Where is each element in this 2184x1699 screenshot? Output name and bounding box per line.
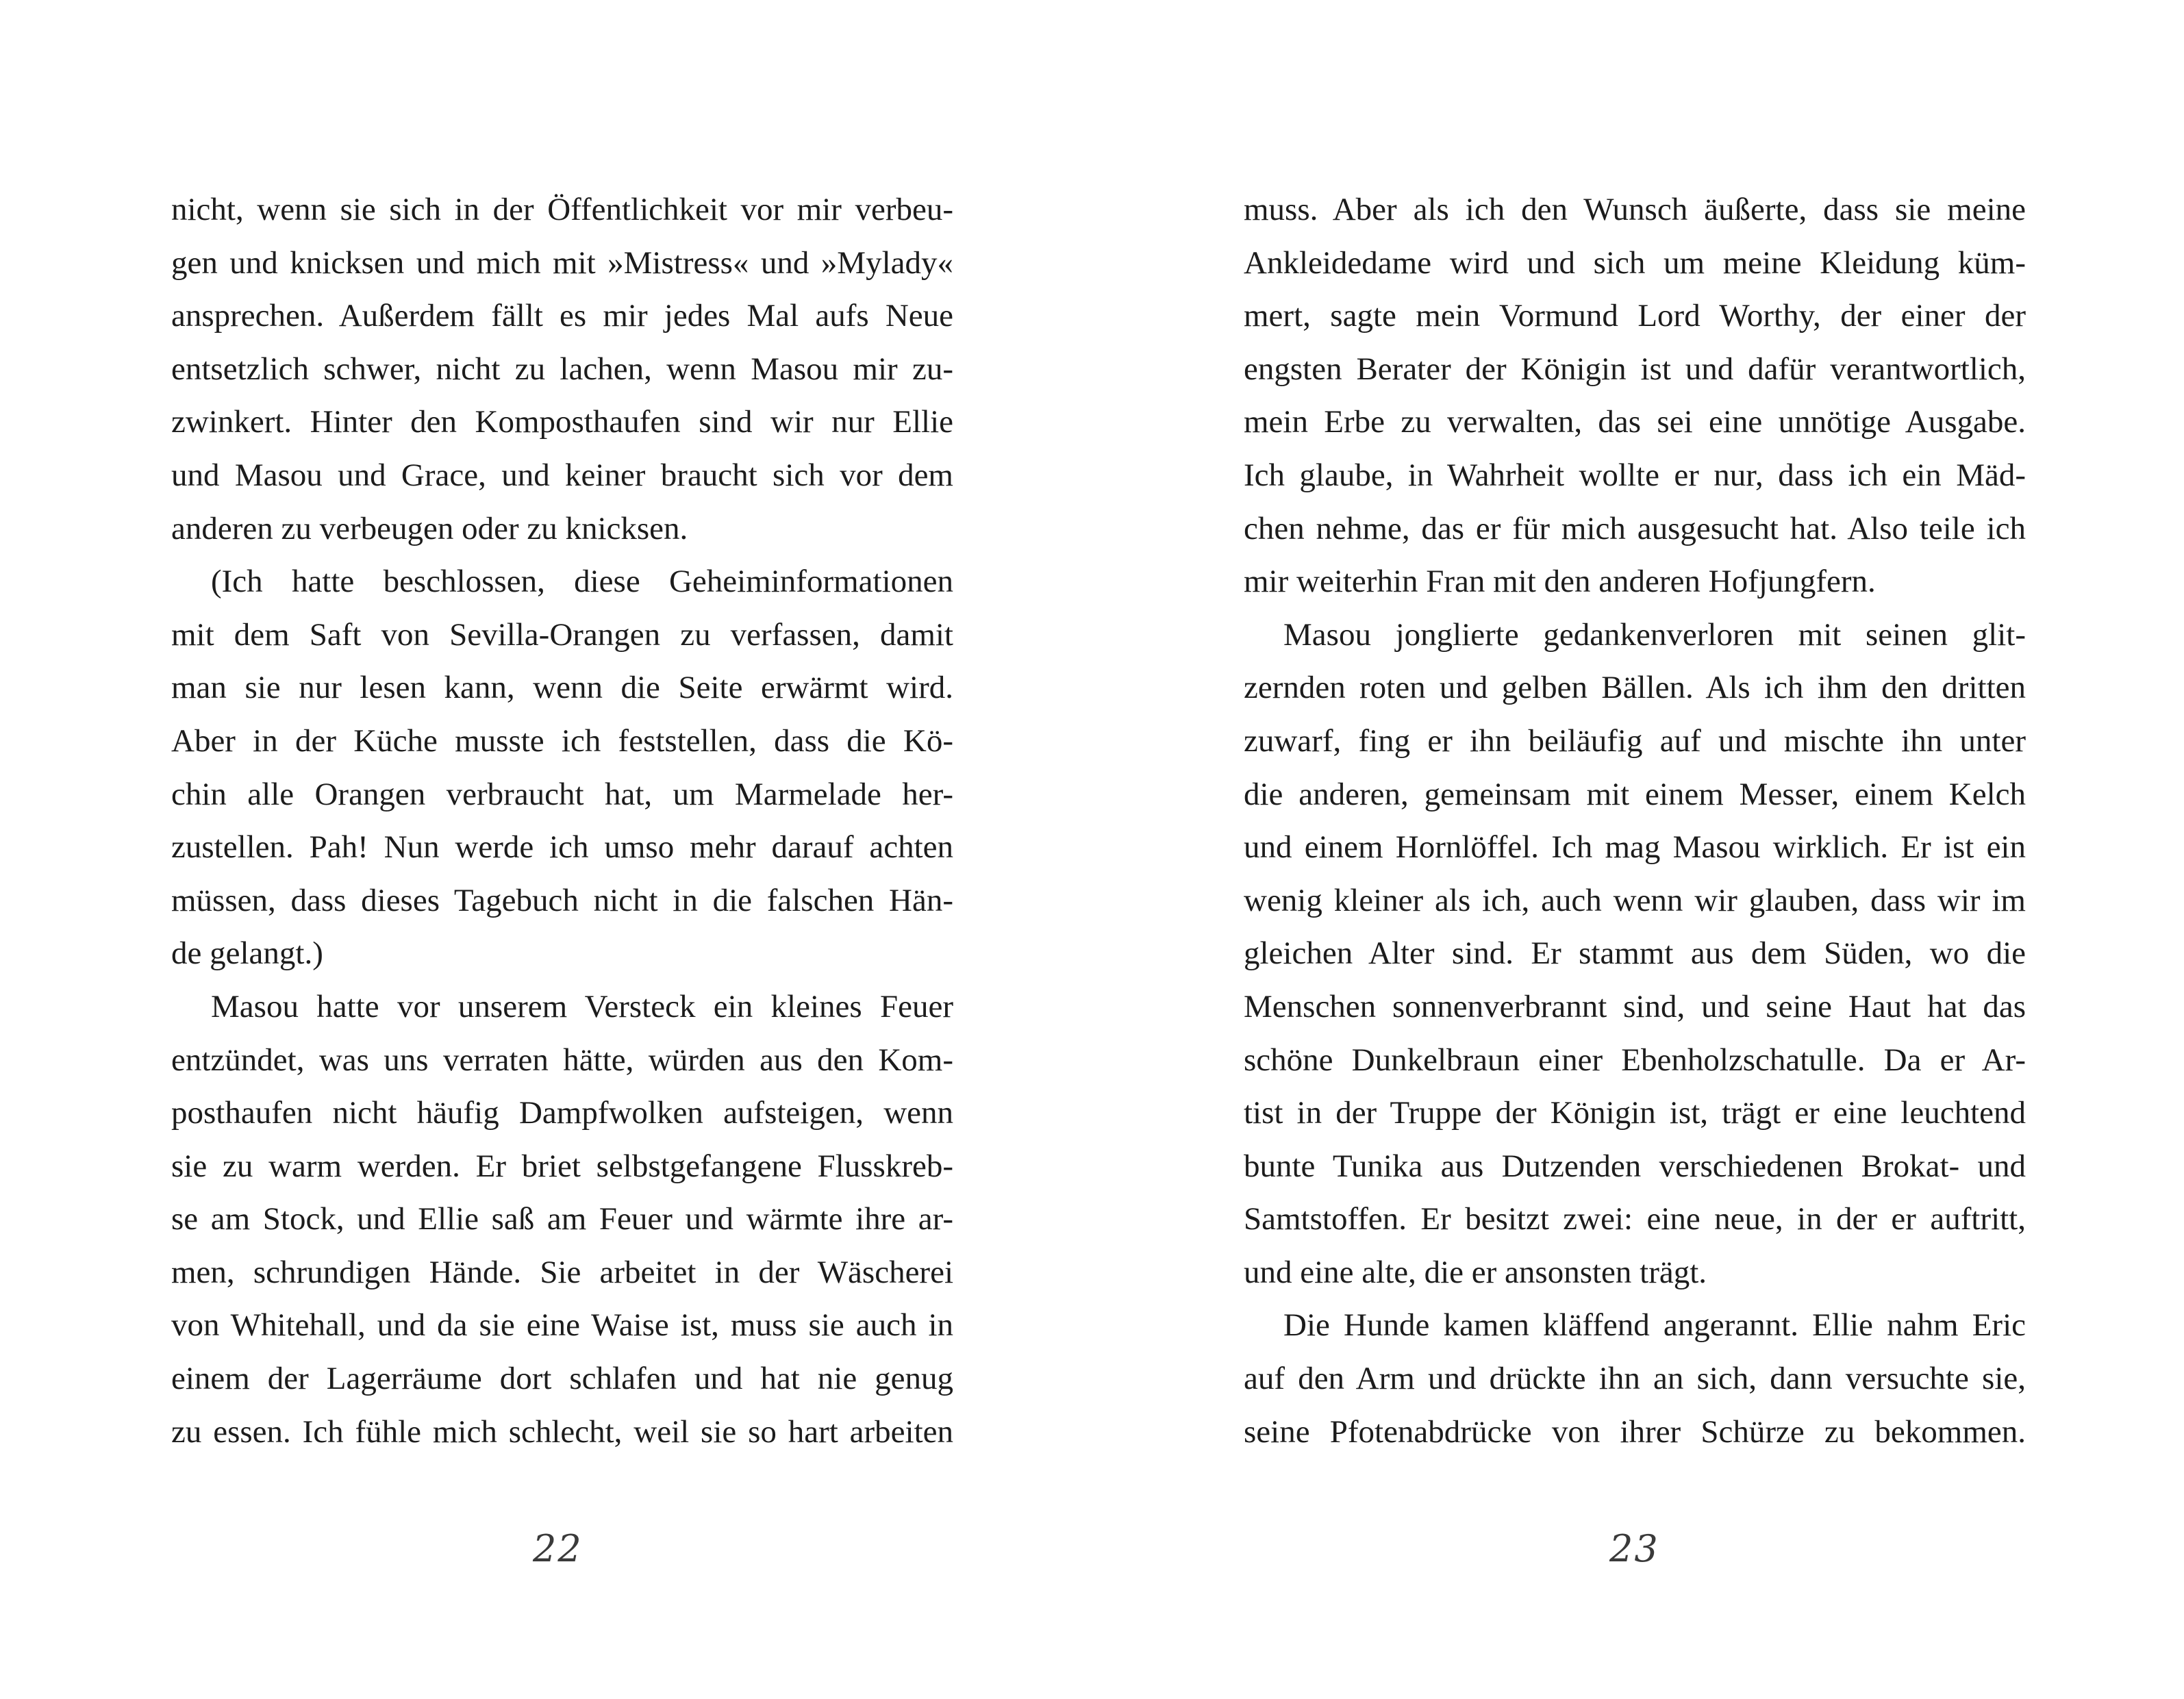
text-line: die anderen, gemeinsam mit einem Messer, einem Kelch	[1244, 776, 2026, 812]
left-page-text	[171, 184, 953, 1459]
text-line: zwinkert. Hinter den Komposthaufen sind wir nur Ellie	[171, 404, 953, 440]
left-page-number: 22	[533, 1527, 583, 1570]
text-line: (Ich hatte beschlossen, diese Geheiminformationen	[211, 564, 953, 600]
text-line: bunte Tunika aus Dutzenden verschiedenen Brokat- und	[1244, 1148, 2026, 1184]
text-line: entsetzlich schwer, nicht zu lachen, wenn Masou mir zu-	[171, 351, 953, 387]
text-line: muss. Aber als ich den Wunsch äußerte, dass sie meine	[1244, 192, 2026, 227]
text-line: sie zu warm werden. Er briet selbstgefangene Flusskreb-	[171, 1148, 953, 1184]
text-line: anderen zu verbeugen oder zu knicksen.	[171, 510, 688, 546]
text-line: von Whitehall, und da sie eine Waise ist, muss sie auch in	[171, 1307, 953, 1344]
text-line: einem der Lagerräume dort schlafen und hat nie genug	[171, 1361, 953, 1397]
text-line: engsten Berater der Königin ist und dafür verantwortlich,	[1244, 351, 2026, 387]
text-line: Menschen sonnenverbrannt sind, und seine Haut hat das	[1244, 988, 2026, 1024]
text-line: nicht, wenn sie sich in der Öffentlichkeit vor mir verbeu-	[171, 192, 953, 227]
text-line: men, schrundigen Hände. Sie arbeitet in der Wäscherei	[171, 1254, 953, 1290]
text-line: auf den Arm und drückte ihn an sich, dann versuchte sie,	[1244, 1361, 2026, 1397]
text-line: gen und knicksen und mich mit »Mistress« und »Mylady«	[171, 244, 953, 281]
text-line: ansprechen. Außerdem fällt es mir jedes Mal aufs Neue	[171, 298, 953, 334]
text-line: und eine alte, die er ansonsten trägt.	[1244, 1254, 1707, 1290]
text-line: Ich glaube, in Wahrheit wollte er nur, dass ich ein Mäd-	[1244, 457, 2026, 493]
text-line: man sie nur lesen kann, wenn die Seite erwärmt wird.	[171, 670, 953, 706]
text-line: gleichen Alter sind. Er stammt aus dem Süden, wo die	[1244, 935, 2026, 972]
text-line: zu essen. Ich fühle mich schlecht, weil sie so hart arbeiten	[171, 1413, 953, 1450]
text-line: Aber in der Küche musste ich feststellen, dass die Kö-	[171, 722, 953, 759]
text-line: müssen, dass dieses Tagebuch nicht in die falschen Hän-	[171, 882, 953, 918]
text-line: mert, sagte mein Vormund Lord Worthy, der einer der	[1244, 298, 2026, 334]
text-line: Masou hatte vor unserem Versteck ein kleines Feuer	[211, 988, 953, 1024]
text-line: mir weiterhin Fran mit den anderen Hofjungfern.	[1244, 564, 1876, 600]
text-line: chin alle Orangen verbraucht hat, um Marmelade her-	[171, 776, 953, 812]
text-line: se am Stock, und Ellie saß am Feuer und wärmte ihre ar-	[171, 1201, 953, 1237]
text-line: Masou jonglierte gedankenverloren mit seinen glit-	[1283, 616, 2026, 653]
text-line: tist in der Truppe der Königin ist, trägt er eine leuchtend	[1244, 1095, 2026, 1131]
text-line: chen nehme, das er für mich ausgesucht hat. Also teile ich	[1244, 510, 2026, 546]
text-line: schöne Dunkelbraun einer Ebenholzschatulle. Da er Ar-	[1244, 1042, 2026, 1078]
text-line: zustellen. Pah! Nun werde ich umso mehr darauf achten	[171, 829, 953, 866]
text-line: zernden roten und gelben Bällen. Als ich ihm den dritten	[1244, 670, 2026, 706]
text-line: mit dem Saft von Sevilla-Orangen zu verfassen, damit	[171, 616, 953, 653]
text-line: wenig kleiner als ich, auch wenn wir glauben, dass wir im	[1244, 882, 2026, 918]
text-line: zuwarf, fing er ihn beiläufig auf und mischte ihn unter	[1244, 722, 2026, 759]
right-page-text	[1244, 184, 2026, 1459]
text-line: und Masou und Grace, und keiner braucht sich vor dem	[171, 457, 953, 493]
right-page	[1092, 0, 2184, 1699]
text-line: posthaufen nicht häufig Dampfwolken aufsteigen, wenn	[171, 1095, 953, 1131]
text-line: und einem Hornlöffel. Ich mag Masou wirklich. Er ist ein	[1244, 829, 2026, 866]
right-page-number: 23	[1609, 1527, 1659, 1570]
text-line: de gelangt.)	[171, 935, 323, 972]
text-line: mein Erbe zu verwalten, das sei eine unnötige Ausgabe.	[1244, 404, 2026, 440]
text-line: entzündet, was uns verraten hätte, würden aus den Kom-	[171, 1042, 953, 1078]
text-line: seine Pfotenabdrücke von ihrer Schürze zu bekommen.	[1244, 1413, 2026, 1450]
text-line: Ankleidedame wird und sich um meine Kleidung küm-	[1244, 244, 2026, 281]
text-line: Samtstoffen. Er besitzt zwei: eine neue, in der er auftritt,	[1244, 1201, 2026, 1237]
text-line: Die Hunde kamen kläffend angerannt. Ellie nahm Eric	[1283, 1307, 2026, 1344]
